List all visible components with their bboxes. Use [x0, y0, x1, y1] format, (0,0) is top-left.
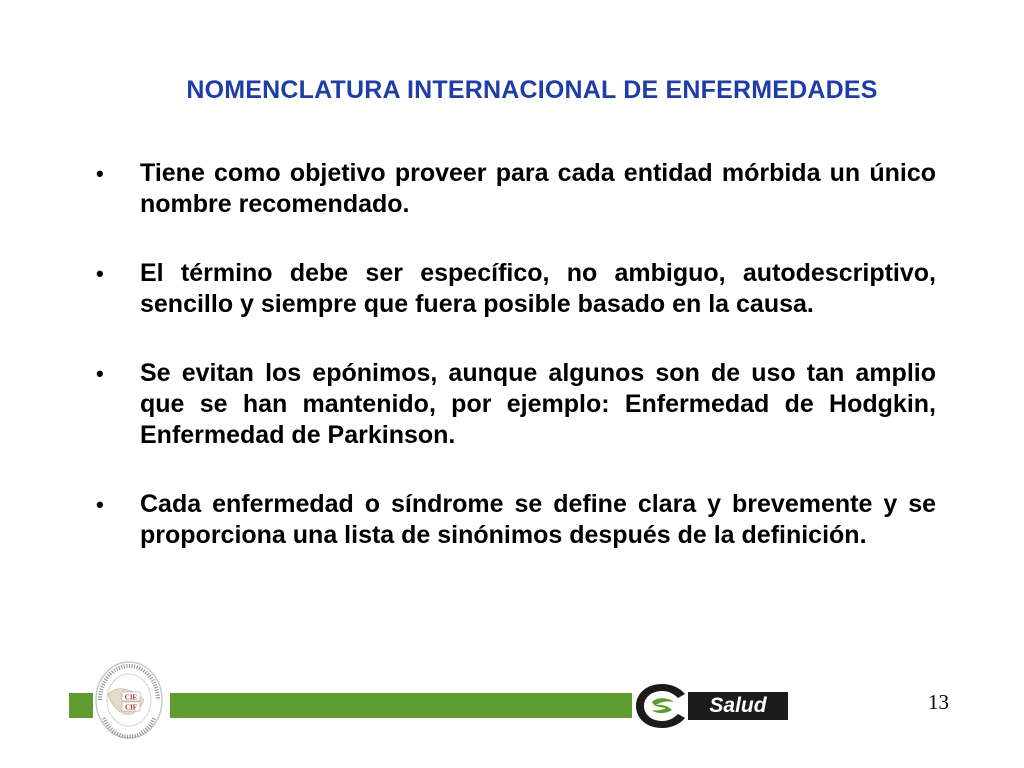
bullet-text: Tiene como objetivo proveer para cada entidad mórbida un único nombre recomendado. [140, 159, 936, 218]
list-item [96, 258, 936, 320]
seal-inner-1: CIE [124, 693, 138, 702]
list-item [96, 489, 936, 551]
bullet-marker: • [96, 492, 104, 517]
salud-swoosh-icon [632, 680, 692, 732]
bullet-text: Se evitan los epónimos, aunque algunos son de uso tan amplio que se han mantenido, por ejemplo: Enfermedad de Hodgkin, Enfermedad de Parkinson. [140, 359, 936, 449]
slide-title: NOMENCLATURA INTERNACIONAL DE ENFERMEDADES [186, 76, 878, 104]
page-number: 13 [928, 690, 949, 714]
bullet-text: Cada enfermedad o síndrome se define clara y brevemente y se proporciona una lista de sinónimos después de la definición. [140, 490, 936, 549]
bullet-marker: • [96, 361, 104, 386]
footer-bar-left [69, 693, 93, 718]
footer-bar [170, 693, 632, 718]
seal-inner-2: CIF [124, 703, 138, 712]
bullet-list [96, 158, 936, 589]
salud-label: Salud [688, 692, 788, 720]
bullet-marker: • [96, 261, 104, 286]
salud-logo [632, 680, 792, 732]
bullet-text: El término debe ser específico, no ambiguo, autodescriptivo, sencillo y siempre que fuera posible basado en la causa. [140, 259, 936, 318]
bullet-marker: • [96, 161, 104, 186]
list-item [96, 158, 936, 220]
cemece-seal-icon [94, 660, 164, 740]
list-item [96, 358, 936, 451]
